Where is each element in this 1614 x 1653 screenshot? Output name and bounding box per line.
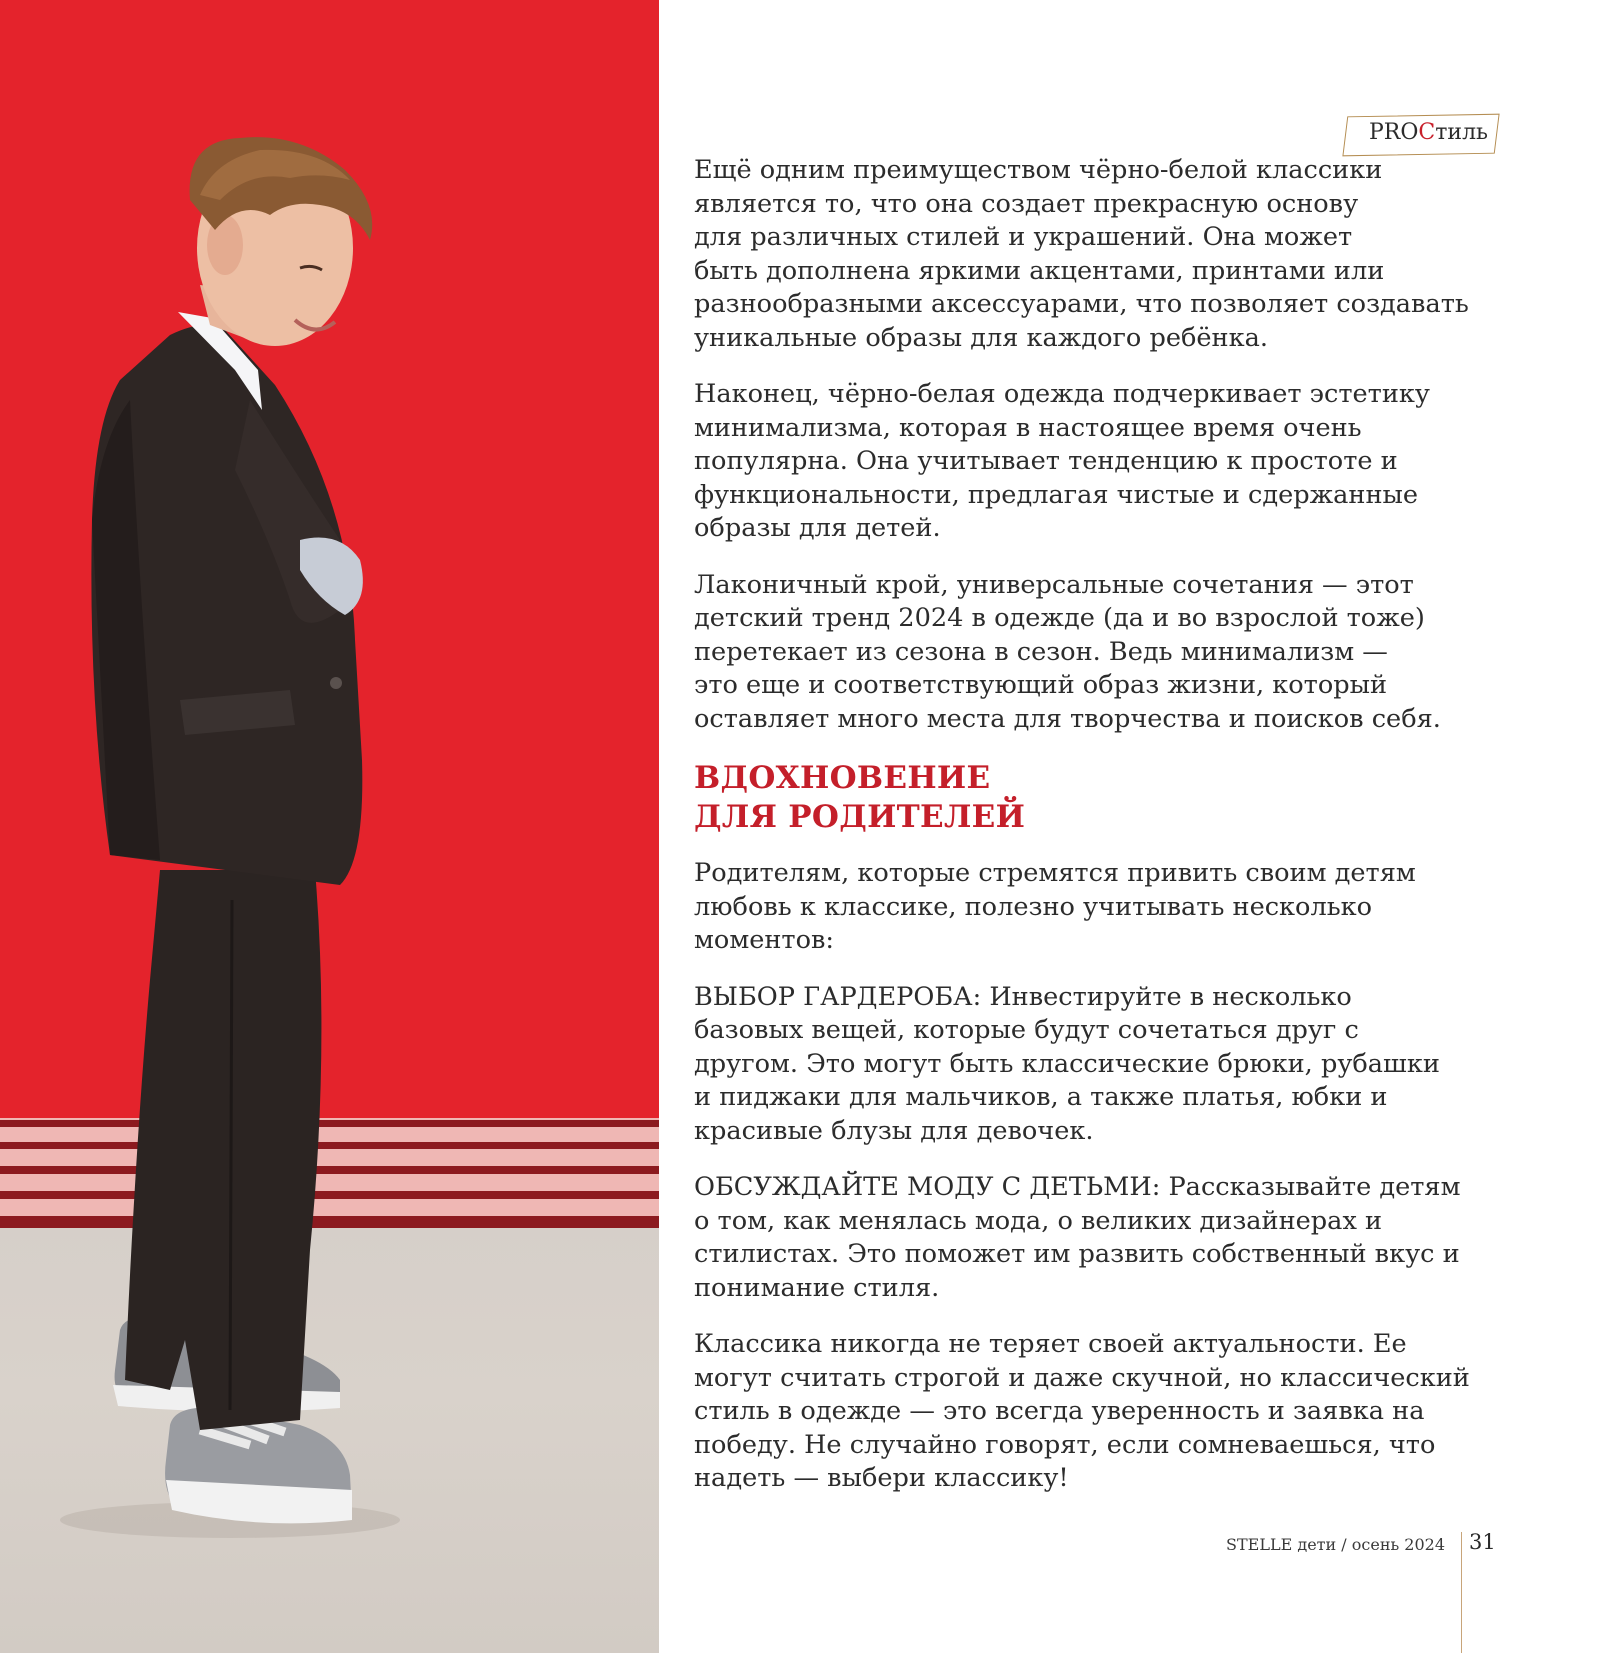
section-tag-prefix: PRO — [1369, 120, 1419, 145]
section-tag-suffix: тиль — [1435, 120, 1489, 145]
heading-inspiration-for-parents: ВДОХНОВЕНИЕ ДЛЯ РОДИТЕЛЕЙ — [694, 760, 1026, 835]
section-tag-label — [1369, 120, 1488, 145]
paragraph-minimalism: Наконец, чёрно-белая одежда подчеркивает эстетику минимализма, которая в настоящее время очень популярна. Она учитывает тенденцию к простоте и функциональности, предлагая чистые и сдержанные образы для детей. — [694, 379, 1430, 543]
paragraph-discuss-fashion: ОБСУЖДАЙТЕ МОДУ С ДЕТЬМИ: Рассказывайте детям о том, как менялась мода, о великих дизайнерах и стилистах. Это поможет им развить собственный вкус и понимание стиля. — [694, 1172, 1461, 1303]
paragraph-laconic-cut: Лаконичный крой, универсальные сочетания — этот детский тренд 2024 в одежде (да и во взрослой тоже) перетекает из сезона в сезон. Ведь минимализм — это еще и соответствующий образ жизни, который оставляет много места для творчества и поисков себя. — [694, 569, 1441, 734]
page-number: 31 — [1469, 1530, 1496, 1554]
paragraph-conclusion: Классика никогда не теряет своей актуальности. Ее могут считать строгой и даже скучной, но классический стиль в одежде — это всегда уверенность и заявка на победу. Не случайно говорят, если сомневаешься, что надеть — выбери классику! — [694, 1329, 1470, 1493]
fashion-photo — [0, 0, 659, 1653]
page-footer — [1220, 1530, 1445, 1560]
paragraph-wardrobe-choice: ВЫБОР ГАРДЕРОБА: Инвестируйте в несколько базовых вещей, которые будут сочетаться друг с другом. Это могут быть классические брюки, рубашки и пиджаки для мальчиков, а также платья, юбки и красивые блузы для девочек. — [694, 981, 1440, 1146]
boy-figure-illustration — [0, 0, 659, 1653]
article-body — [694, 154, 1504, 1519]
section-tag-accent: C — [1418, 120, 1436, 145]
footer-vertical-rule — [1461, 1532, 1462, 1653]
publication-name: STELLE дети / осень 2024 — [1226, 1535, 1445, 1554]
paragraph-parents-intro: Родителям, которые стремятся привить своим детям любовь к классике, полезно учитывать несколько моментов: — [694, 858, 1416, 955]
section-tag-prostil — [1345, 115, 1495, 155]
paragraph-classic-base: Ещё одним преимуществом чёрно-белой классики является то, что она создает прекрасную основу для различных стилей и украшений. Она может быть дополнена яркими акцентами, принтами или разнообразными аксессуарами, что позволяет создавать уникальные образы для каждого ребёнка. — [694, 155, 1469, 353]
